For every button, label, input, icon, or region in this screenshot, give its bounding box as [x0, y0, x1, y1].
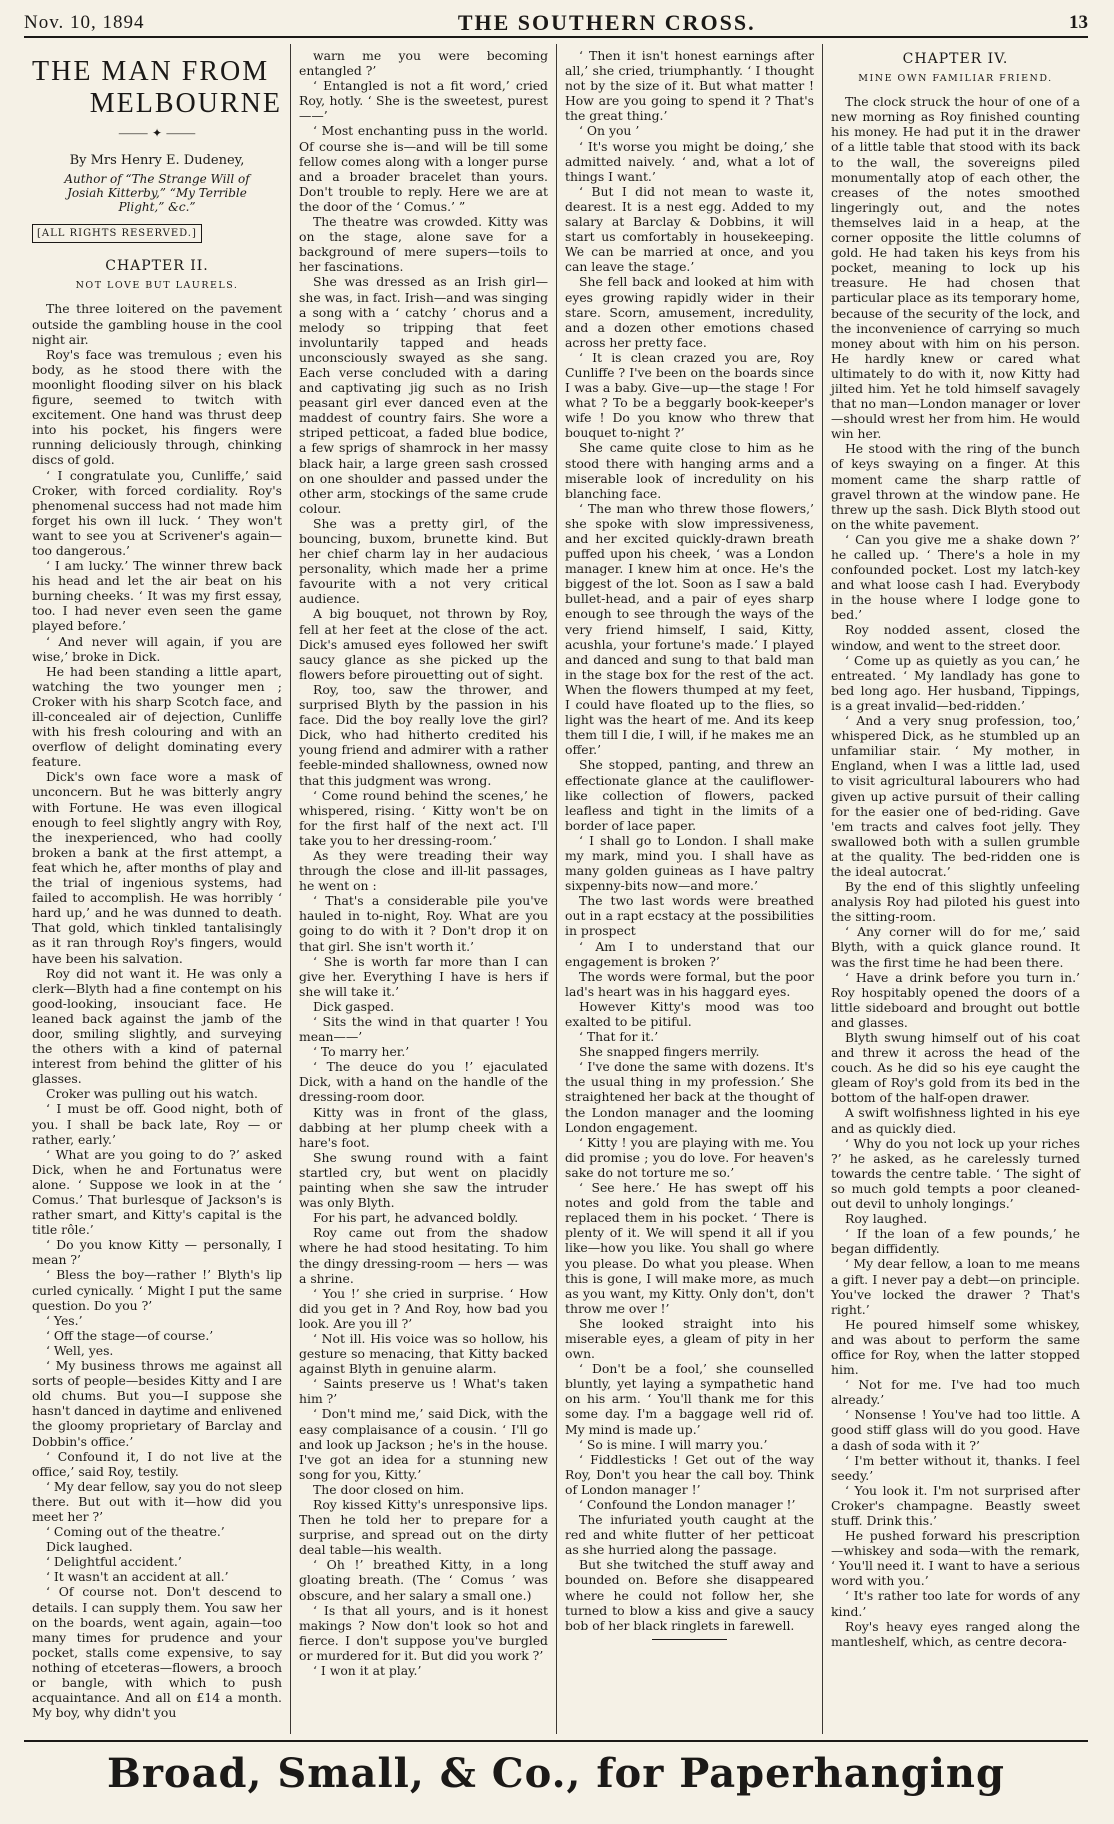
column-3-body [565, 48, 814, 1633]
paragraph: Roy's face was tremulous ; even his body, as he stood there with the moonlight flooding silver on his black figure, seemed to twitch with excitement. One hand was thrust deep into his pocket, his fingers were running deliciously through, chinking discs of gold. [32, 346, 282, 468]
paragraph: ‘ You look it. I'm not surprised after Croker's champagne. Beastly sweet stuff. Drink this.’ [831, 1482, 1080, 1528]
paragraph: She looked straight into his miserable eyes, a gleam of pity in her own. [565, 1315, 814, 1362]
paragraph: The theatre was crowded. Kitty was on the stage, alone save for a background of mere supers—toils to her fascinations. [299, 214, 548, 275]
paragraph: ‘ Kitty ! you are playing with me. You did promise ; you do love. For heaven's sake do not torture me so.’ [565, 1134, 814, 1180]
paragraph: Roy came out from the shadow where he had stood hesitating. To him the dingy dressing-room — hers — was a shrine. [299, 1225, 548, 1286]
paragraph: ‘ That for it.’ [579, 1029, 659, 1045]
paragraph: ‘ Any corner will do for me,’ said Blyth, with a quick glance round. It was the first time he had been there. [831, 924, 1080, 970]
column-4 [822, 44, 1088, 1734]
byline: By Mrs Henry E. Dudeney, [69, 153, 245, 169]
paragraph: He had been standing a little apart, watching the two younger men ; Croker with his sharp Scotch face, and ill-concealed air of dejection, Cunliffe with his fresh colouring and with an overflow of delight dominating every feature. [32, 663, 282, 770]
paragraph: A big bouquet, not thrown by Roy, fell at her feet at the close of the act. Dick's amused eyes followed her swift saucy glance as she picked up the flowers before pirouetting out of sight. [299, 606, 548, 682]
paragraph: ‘ Why do you not lock up your riches ?’ he asked, as he carelessly turned towards the centre table. ‘ The sight of so much gold tempts a poor cleaned-out devil to unholy longings.’ [831, 1135, 1080, 1212]
paragraph: ‘ Not for me. I've had too much already.’ [831, 1377, 1080, 1408]
paragraph: ‘ Have a drink before you turn in.’ Roy hospitably opened the doors of a little sideboard and brought out bottle and glasses. [831, 969, 1080, 1030]
paragraph: ‘ Confound it, I do not live at the office,’ said Roy, testily. [32, 1448, 282, 1479]
paragraph: ‘ See here.’ He has swept off his notes and gold from the table and replaced them in his pocket. ‘ There is plenty of it. We will spend it all if you like—how you like. You shall go where you please. Do what you please. When this is gone, I will make more, as much as you want, my Kitty. Only don't, don't throw me over !’ [565, 1180, 814, 1316]
paragraph: ‘ And never will again, if you are wise,’ broke in Dick. [32, 633, 282, 664]
paragraph: ‘ And a very snug profession, too,’ whispered Dick, as he stumbled up an unfamiliar stair. ‘ My mother, in England, when I was a little lad, used to visit agricultural labourers who had given up active pursuit of their calling for the easier one of bed-riding. Gave 'em tracts and calves foot jelly. They swallowed both with a sullen grumble at the quality. The bed-ridden one is the ideal autocrat.’ [831, 713, 1080, 879]
rights-notice-wrap [32, 224, 282, 255]
story-title-line-2: MELBOURNE [89, 88, 282, 119]
paragraph: ‘ Don't mind me,’ said Dick, with the easy complaisance of a cousin. ‘ I'll go and look up Jackson ; he's in the house. I've got an idea for a stunning new song for you, Kitty.’ [299, 1406, 548, 1482]
column-2-body [299, 48, 548, 1678]
paragraph: warn me you were becoming entangled ?’ [299, 48, 548, 79]
column-4-body [831, 94, 1080, 1649]
advertisement-banner [24, 1740, 1088, 1804]
paragraph: ‘ I'm better without it, thanks. I feel seedy.’ [831, 1452, 1080, 1483]
chapter-2-subhead: NOT LOVE BUT LAURELS. [75, 280, 239, 292]
chapter-4-heading: CHAPTER IV. [902, 51, 1009, 67]
paragraph: Roy, too, saw the thrower, and surprised Blyth by the passion in his face. Did the boy really love the girl? Dick, who had hitherto credited his young friend and admirer with a rather feeble-minded shallowness, owned now that this judgment was wrong. [299, 681, 548, 788]
author-credits: Author of “The Strange Will of Josiah Kitterby,” “My Terrible Plight,” &c.” [64, 172, 250, 215]
paragraph: ‘ That's a considerable pile you've hauled in to-night, Roy. What are you going to do with it ? Don't drop it on that girl. She isn't worth it.’ [299, 893, 548, 954]
chapter-2-heading: CHAPTER II. [105, 258, 209, 275]
chapter-4-subhead: MINE OWN FAMILIAR FRIEND. [858, 73, 1053, 85]
paragraph: Kitty was in front of the glass, dabbing at her plump cheek with a hare's foot. [299, 1104, 548, 1150]
paragraph: ‘ Come round behind the scenes,’ he whispered, rising. ‘ Kitty won't be on for the first half of the next act. I'll take you to her dressing-room.’ [299, 787, 548, 848]
paragraph: ‘ Confound the London manager !’ [579, 1497, 796, 1512]
paragraph: She was dressed as an Irish girl—she was, in fact. Irish—and was singing a song with a ‘ catchy ’ chorus and a melody so tripping that feet involuntarily tapped and heads unconsciously swayed as she sang. Each verse concluded with a daring and captivating jig such as no Irish peasant girl ever danced even at the maddest of country fairs. She wore a striped petticoat, a faded blue bodice, a few sprigs of shamrock in her massy black hair, a large green sash crossed on one shoulder and passed under the other arm, stockings of the same crude colour. [299, 274, 548, 516]
paragraph: Dick gasped. [313, 998, 395, 1014]
paragraph: Roy's heavy eyes ranged along the mantleshelf, which, as centre decora- [831, 1618, 1080, 1649]
paragraph: ‘ Most enchanting puss in the world. Of course she is—and will be till some fellow comes along with a longer purse and a broader bracelet than yours. Don't trouble to reply. Here we are at the door of the ‘ Comus.’ ” [299, 123, 548, 214]
column-1-body [32, 301, 282, 1720]
paragraph: ‘ My dear fellow, say you do not sleep there. But out with it—how did you meet her ?’ [32, 1478, 283, 1524]
paragraph: ‘ Then it isn't honest earnings after all,’ she cried, triumphantly. ‘ I thought not by the size of it. But what matter ! How are you going to spend it ? That's the great thing.’ [565, 48, 814, 124]
paragraph: ‘ On you ’ [579, 123, 640, 139]
paragraph: ‘ Delightful accident.’ [46, 1554, 182, 1570]
paragraph: ‘ Bless the boy—rather !’ Blyth's lip curled cynically. ‘ Might I put the same question. Do you ?’ [32, 1267, 282, 1313]
paragraph: ‘ Off the stage—of course.’ [46, 1327, 214, 1343]
paragraph: He poured himself some whiskey, and was about to perform the same office for Roy, when the latter stopped him. [831, 1316, 1080, 1378]
paragraph: Roy kissed Kitty's unresponsive lips. Then he told her to prepare for a surprise, and spread out on the dirty deal table—his wealth. [299, 1497, 548, 1558]
paragraph: The clock struck the hour of one of a new morning as Roy finished counting his money. He had put it in the drawer of a little table that stood with its back to the wall, the sovereigns piled monumentally atop of each other, the creases of the notes smoothed lingeringly out, and the notes themselves laid in a heap, at the corner opposite the little columns of gold. He had taken his keys from his pocket, meaning to lock up his treasure. He had chosen that particular place as its temporary home, because of the security of the lock, and the inconvenience of carrying so much money about with him on his person. He hardly knew or cared what ultimately to do with it, now Kitty had jilted him. Yet he told himself savagely that no man—London manager or lover—should wrest her from him. He would win her. [831, 94, 1080, 442]
paragraph: The words were formal, but the poor lad's heart was in his haggard eyes. [565, 968, 814, 999]
story-title-line-1: THE MAN FROM [32, 56, 270, 87]
paragraph: She came quite close to him as he stood there with hanging arms and a miserable look of incredulity on his blanching face. [565, 440, 814, 501]
paragraph: ‘ She is worth far more than I can give her. Everything I have is hers if she will take it.’ [299, 953, 548, 999]
newspaper-title: THE SOUTHERN CROSS. [457, 10, 756, 35]
paragraph: ‘ Of course not. Don't descend to details. I can supply them. You saw her on the boards, went again, again—too many times for prudence and your pocket, stalls come expensive, to say nothing of etceteras—flowers, a brooch or bangle, with which to push acquaintance. And all on £14 a month. My boy, why didn't you [32, 1584, 282, 1721]
paragraph: ‘ The man who threw those flowers,’ she spoke with slow impressiveness, and her excited quickly-drawn breath puffed upon his cheek, ‘ was a London manager. I knew him at once. He's the biggest of the lot. Soon as I saw a bald bullet-head, and a pair of eyes sharp enough to see through the ways of the very friend himself, I said, Kitty, acushla, your fortune's made.’ I played and danced and sung to that bald man in the stage box for the rest of the act. When the flowers thumped at my feet, I could have floated up to the flies, so light was the heart of me. And its keep them till I die, I will, if he makes me an offer.’ [565, 500, 814, 758]
paragraph: Roy did not want it. He was only a clerk—Blyth had a fine contempt on his good-looking, insouciant face. He leaned back against the jamb of the door, smiling slightly, and surveying the others with a kind of paternal interest from behind the glitter of his glasses. [32, 965, 282, 1087]
paragraph: However Kitty's mood was too exalted to be pitiful. [565, 998, 814, 1029]
paragraph: ‘ Well, yes. [46, 1342, 114, 1358]
paragraph: ‘ So is mine. I will marry you.’ [579, 1436, 768, 1452]
paragraph: A swift wolfishness lighted in his eye and as quickly died. [831, 1105, 1080, 1136]
paragraph: The two last words were breathed out in a rapt ecstacy at the possibilities in prospect [565, 893, 814, 939]
paragraph: ‘ I've done the same with dozens. It's the usual thing in my profession.’ She straightened her back at the thought of the London manager and the looming London engagement. [565, 1059, 814, 1135]
paragraph: ‘ Nonsense ! You've had too little. A good stiff glass will do you good. Have a dash of soda with it ?’ [831, 1407, 1080, 1453]
column-2 [290, 44, 556, 1734]
paragraph: ‘ My dear fellow, a loan to me means a gift. I never pay a debt—on principle. You've locked the drawer ? That's right.’ [831, 1256, 1080, 1317]
paragraph: ‘ Entangled is not a fit word,’ cried Roy, hotly. ‘ She is the sweetest, purest——’ [299, 78, 548, 124]
paragraph: ‘ Can you give me a shake down ?’ he called up. ‘ There's a hole in my confounded pocket. Lost my latch-key and what loose cash I had. Everybody in the house where I lodge gone to bed.’ [831, 531, 1080, 623]
column-3 [556, 44, 822, 1734]
paragraph: ‘ My business throws me against all sorts of people—besides Kitty and I are old chums. But you—I suppose she hasn't danced in daytime and enlivened the gloomy proprietary of Barclay and Dobbin's office.’ [32, 1358, 282, 1449]
paragraph: She fell back and looked at him with eyes growing rapidly wider in their stare. Scorn, amusement, incredulity, and a dozen other emotions chased across her pretty face. [565, 274, 814, 350]
paragraph: ‘ It's rather too late for words of any kind.’ [831, 1588, 1080, 1619]
paragraph: ‘ Is that all yours, and is it honest makings ? Now don't look so hot and fierce. I don't suppose you've burgled or murdered for it. But did you work ?’ [299, 1602, 548, 1663]
paragraph: ‘ I congratulate you, Cunliffe,’ said Croker, with forced cordiality. Roy's phenomenal success had not made him forget his own ill luck. ‘ They won't want to see you at Scrivener's again—too dangerous.’ [32, 467, 282, 558]
masthead [24, 10, 1088, 38]
paragraph: ‘ Do you know Kitty — personally, I mean ?’ [32, 1237, 282, 1268]
paragraph: ‘ It is clean crazed you are, Roy Cunliffe ? I've been on the boards since I was a baby. Give—up—the stage ! For what ? To be a beggarly book-keeper's wife ! Do you know who threw that bouquet to-night ?’ [565, 349, 814, 441]
paragraph: Dick laughed. [46, 1539, 133, 1555]
advertisement-text: Broad, Small, & Co., for Paperhanging [107, 1749, 1005, 1797]
article-columns [24, 44, 1088, 1734]
paragraph: ‘ It wasn't an accident at all.’ [46, 1569, 229, 1585]
paragraph: He stood with the ring of the bunch of keys swaying on a finger. At this moment came the sharp rattle of gravel thrown at the window pane. He threw up the sash. Dick Blyth stood out on the white pavement. [831, 441, 1080, 532]
paragraph: ‘ Fiddlesticks ! Get out of the way Roy, Don't you hear the call boy. Think of London manager !’ [565, 1451, 814, 1497]
paragraph: ‘ To marry her.’ [313, 1044, 410, 1060]
paragraph: She stopped, panting, and threw an effectionate glance at the cauliflower-like collection of flowers, packed leafless and tight in the limits of a border of lace paper. [565, 757, 814, 833]
paragraph: Roy laughed. [845, 1211, 928, 1227]
paragraph: ‘ You !’ she cried in surprise. ‘ How did you get in ? And Roy, how bad you look. Are you ill ?’ [299, 1285, 548, 1331]
title-ornament: ⸻ ✦ ⸻ [118, 126, 196, 140]
paragraph: She swung round with a faint startled cry, but went on placidly painting when she saw the intruder was only Blyth. [299, 1149, 548, 1211]
paragraph: By the end of this slightly unfeeling analysis Roy had piloted his guest into the sitting-room. [831, 879, 1080, 925]
paragraph: The three loitered on the pavement outside the gambling house in the cool night air. [32, 301, 282, 347]
paragraph: He pushed forward his prescription —whiskey and soda—with the remark, ‘ You'll need it. I want to have a serious word with you.’ [831, 1528, 1080, 1589]
paragraph: ‘ Don't be a fool,’ she counselled bluntly, yet laying a sympathetic hand on his arm. ‘ You'll thank me for this some day. I'm a baggage well rid of. My mind is made up.’ [565, 1361, 814, 1437]
paragraph: ‘ I must be off. Good night, both of you. I shall be back late, Roy — or rather, early.’ [32, 1101, 282, 1147]
issue-date: Nov. 10, 1894 [24, 12, 145, 33]
section-rule [652, 1639, 727, 1640]
page-number: 13 [1068, 12, 1088, 33]
paragraph: ‘ I won it at play.’ [313, 1663, 422, 1679]
rights-notice: [ALL RIGHTS RESERVED.] [32, 224, 202, 243]
paragraph: ‘ Sits the wind in that quarter ! You mean——’ [299, 1014, 548, 1045]
paragraph: The infuriated youth caught at the red and white flutter of her petticoat as she hurried along the passage. [565, 1512, 814, 1558]
paragraph: ‘ If the loan of a few pounds,’ he began diffidently. [831, 1226, 1080, 1257]
paragraph: ‘ I shall go to London. I shall make my mark, mind you. I shall have as many golden guineas as I have paltry sixpenny-bits now—and more.’ [565, 832, 814, 894]
paragraph: ‘ The deuce do you !’ ejaculated Dick, with a hand on the handle of the dressing-room door. [299, 1059, 548, 1105]
paragraph: But she twitched the stuff away and bounded on. Before she disappeared where he could not follow her, she turned to blow a kiss and give a saucy bob of her black ringlets in farewell. [565, 1557, 814, 1633]
paragraph: ‘ Coming out of the theatre.’ [46, 1524, 225, 1540]
paragraph: ‘ Come up as quietly as you can,’ he entreated. ‘ My landlady has gone to bed long ago. Her husband, Tippings, is a great invalid—bed-ridden.’ [831, 652, 1080, 713]
paragraph: The door closed on him. [313, 1481, 465, 1497]
paragraph: Roy nodded assent, closed the window, and went to the street door. [831, 622, 1080, 653]
paragraph: Dick's own face wore a mask of unconcern. But he was bitterly angry with Fortune. He was even illogical enough to feel slightly angry with Roy, the inexperienced, who had coolly broken a bank at the first attempt, a feat which he, after months of play and the trial of ingenious systems, had failed to accomplish. He was horribly ‘ hard up,’ and he was dunned to death. That gold, which tinkled tantalisingly as it ran through Roy's fingers, would have been his salvation. [32, 769, 282, 966]
paragraph: ‘ I am lucky.’ The winner threw back his head and let the air beat on his burning cheeks. ‘ It was my first essay, too. I had never even seen the game played before.’ [32, 558, 282, 634]
paragraph: Blyth swung himself out of his coat and threw it across the head of the couch. As he did so his eye caught the gleam of Roy's gold from its bed in the bottom of the half-open drawer. [831, 1030, 1080, 1106]
paragraph: ‘ Am I to understand that our engagement is broken ?’ [565, 938, 814, 969]
column-1 [24, 44, 290, 1734]
paragraph: ‘ What are you going to do ?’ asked Dick, when he and Fortunatus were alone. ‘ Suppose we look in at the ‘ Comus.’ That burlesque of Jackson's is rather smart, and Kitty's capital is the title rôle.’ [32, 1146, 282, 1238]
paragraph: She snapped fingers merrily. [579, 1044, 760, 1060]
paragraph: ‘ It's worse you might be doing,’ she admitted naively. ‘ and, what a lot of things I want.’ [565, 138, 814, 184]
paragraph: Croker was pulling out his watch. [46, 1086, 258, 1102]
paragraph: ‘ Yes.’ [46, 1312, 83, 1328]
paragraph: ‘ Not ill. His voice was so hollow, his gesture so menacing, that Kitty backed against Blyth in genuine alarm. [299, 1330, 548, 1377]
paragraph: As they were treading their way through the close and ill-lit passages, he went on : [299, 847, 548, 894]
paragraph: ‘ Oh !’ breathed Kitty, in a long gloating breath. (The ‘ Comus ’ was obscure, and her salary a small one.) [299, 1557, 548, 1603]
paragraph: ‘ Saints preserve us ! What's taken him ?’ [299, 1376, 548, 1407]
paragraph: ‘ But I did not mean to waste it, dearest. It is a nest egg. Added to my salary at Barclay & Dobbins, it will start us comfortably in housekeeping. We can be married at once, and you can leave the stage.’ [565, 183, 814, 275]
paragraph: She was a pretty girl, of the bouncing, buxom, brunette kind. But her chief charm lay in her audacious personality, which made her a prime favourite with a not very critical audience. [299, 515, 548, 607]
paragraph: For his part, he advanced boldly. [313, 1210, 519, 1226]
